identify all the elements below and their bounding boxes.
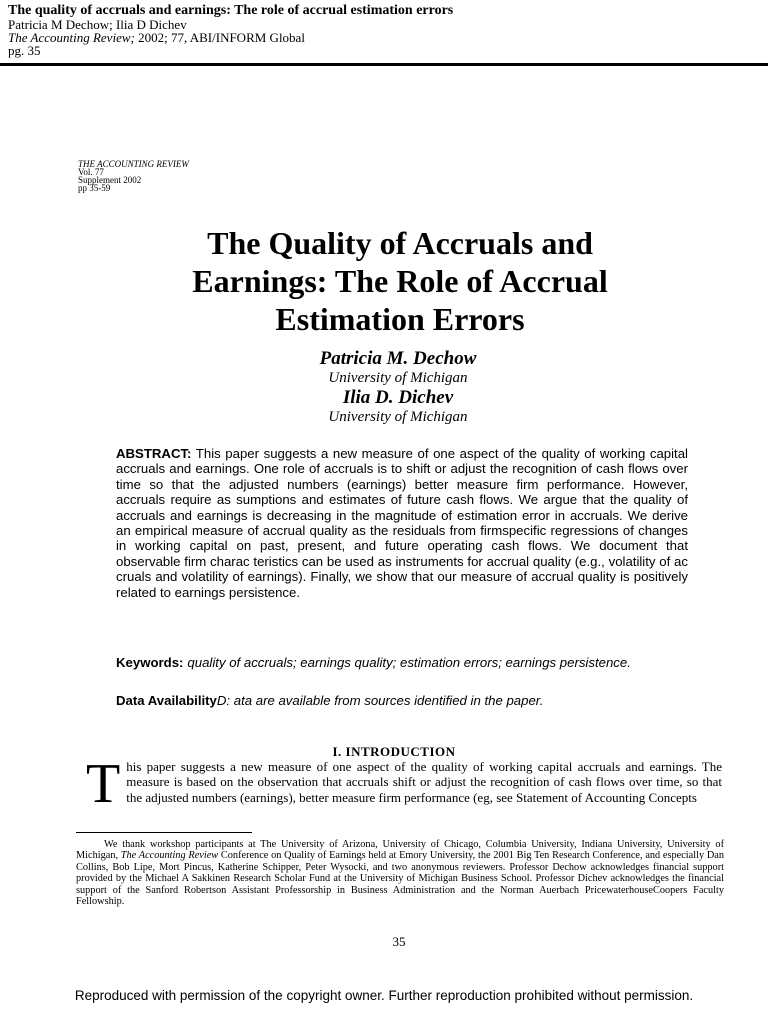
author-affiliation: University of Michigan: [328, 409, 468, 425]
author-name: Patricia M. Dechow: [319, 348, 477, 369]
author-name: Ilia D. Dichev: [342, 387, 454, 408]
article-page: [0, 66, 768, 1024]
meta-pages: pp 35-59: [78, 183, 111, 193]
introduction-paragraph: [76, 753, 722, 815]
footnote-journal: The Accounting Review: [120, 850, 219, 862]
drop-cap: T: [86, 753, 121, 815]
header-citation: [8, 31, 760, 44]
data-availability: [116, 693, 688, 708]
abstract-text: This paper suggests a new measure of one aspect of the quality of working capital accruals and earnings. One role of accruals is to shift or adjust the recognition of cash flows over time so that the adjusted numbers (earnings) better measure firm performance. However, accruals require as sumptions and estimates of future cash flows. We argue that the quality of accruals and earnings is decreasing in the magnitude of estimation error in accruals. We derive an empirical measure of accrual quality as the residuals from firmspecific regressions of changes in working capital on past, present, and future operating cash flows. We document that observable firm charac teristics can be used as instruments for accrual quality (e.g., volatility of ac cruals and volatility of earnings). Finally, we show that our measure of accrual quality is positively related to earnings persistence.: [116, 446, 688, 600]
footnote-text: We thank workshop participants at The University of Arizona, University of Chicago, Columbia University, Indiana University, University of Michigan,: [76, 839, 724, 862]
author-block: [200, 348, 596, 426]
footnote: [76, 839, 724, 907]
document-header: [0, 0, 768, 66]
abstract-label: ABSTRACT:: [116, 446, 192, 461]
footnote-text: Conference on Quality of Earnings held at Emory University, the 2001 Big Ten Research Conference, and especially Dan Collins, Bob Lipe, Mort Pincus, Katherine Schipper, Peter Wysocki, and two anonymous reviewers. Professor Dechow acknowledges financial support provided by the Michael A Sakkinen Research Scholar Fund at the University of Michigan Business School. Professor Dichev acknowledges the financial support of the Sanford Robertson Assistant Professorship in Business Administration and the Norman Auerbach PricewaterhouseCoopers Faculty Fellowship.: [76, 850, 724, 908]
section-heading: I. INTRODUCTION: [332, 744, 456, 759]
keywords: [116, 655, 688, 670]
abstract: [116, 446, 688, 600]
header-page: pg. 35: [8, 43, 41, 58]
header-title: The quality of accruals and earnings: The role of accrual estimation errors: [8, 3, 454, 18]
keywords-label: Keywords:: [116, 655, 184, 670]
header-journal: The Accounting Review;: [8, 30, 135, 45]
paper-title: [100, 224, 700, 338]
title-line-1: The Quality of Accruals and: [207, 225, 593, 261]
data-availability-text: D: ata are available from sources identified in the paper.: [216, 693, 544, 708]
meta-supplement: Supplement 2002: [78, 175, 142, 185]
header-citation-details: 2002; 77, ABI/INFORM Global: [134, 30, 305, 45]
keywords-text: quality of accruals; earnings quality; estimation errors; earnings persistence.: [187, 655, 631, 670]
title-line-2: Earnings: The Role of Accrual: [192, 263, 608, 299]
introduction-text: his paper suggests a new measure of one aspect of the quality of working capital accruals and earnings. The measure is based on the observation that accruals shift or adjust the recognition of cash flows over time, so that the adjusted numbers (earnings), better measure firm performance (eg, see Statement of Accounting Concepts: [126, 759, 722, 805]
header-authors: Patricia M Dechow; Ilia D Dichev: [8, 17, 187, 32]
author-affiliation: University of Michigan: [328, 370, 468, 386]
journal-meta: [78, 160, 189, 192]
meta-journal: THE ACCOUNTING REVIEW: [78, 159, 189, 169]
copyright-footer: Reproduced with permission of the copyright owner. Further reproduction prohibited without permission.: [74, 988, 694, 1003]
footnote-rule: [76, 832, 252, 833]
title-line-3: Estimation Errors: [275, 301, 525, 337]
page-number: 35: [392, 934, 406, 949]
meta-volume: Vol. 77: [78, 167, 104, 177]
data-availability-label: Data Availability: [116, 693, 217, 708]
